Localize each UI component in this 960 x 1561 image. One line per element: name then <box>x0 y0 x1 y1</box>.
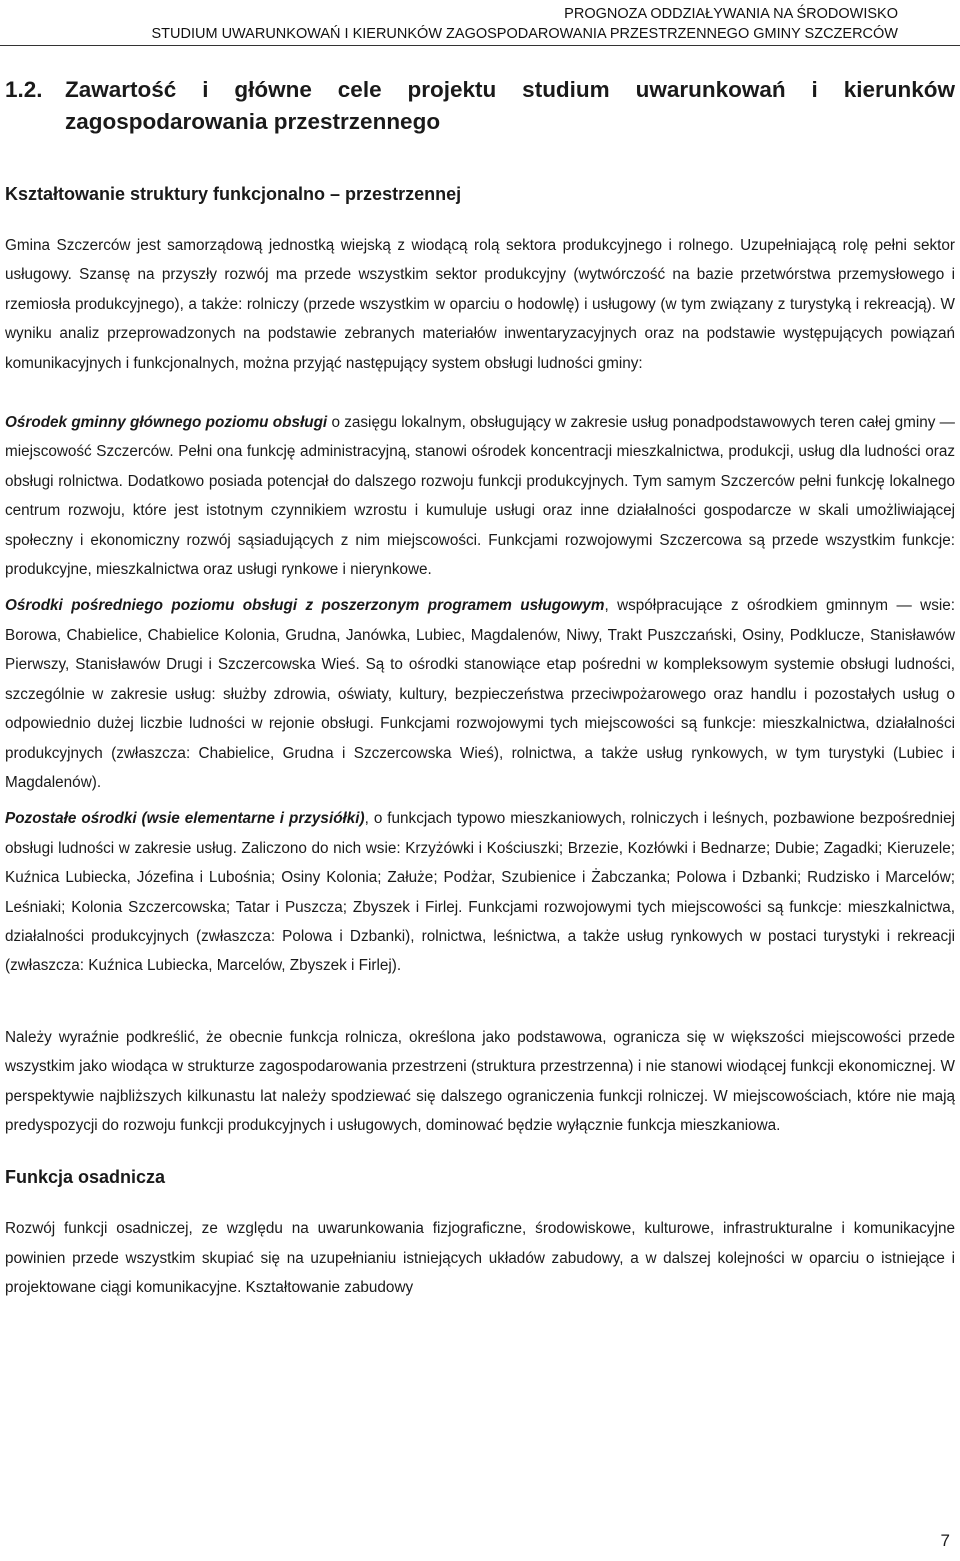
page-header <box>0 0 960 44</box>
header-line-1: PROGNOZA ODDZIAŁYWANIA NA ŚRODOWISKO <box>564 6 898 22</box>
paragraph-other-centers <box>5 804 955 980</box>
paragraph-settlement: Rozwój funkcji osadniczej, ze względu na uwarunkowania fizjograficzne, środowiskowe, kulturowe, infrastrukturalne i komunikacyjne powinien przede wszystkim skupiać się na uzupełnianiu istniejących układów zabudowy, a w dalszej kolejności w oparciu o istniejące i projektowane ciągi komunikacyjne. Kształtowanie zabudowy <box>5 1220 955 1297</box>
paragraph-text: o zasięgu lokalnym, obsługujący w zakresie usług ponadpodstawowych teren całej gminy — miejscowość Szczerców. Pełni ona funkcję administracyjną, stanowi ośrodek koncentracji mieszkalnictwa, produkcji, usług dla ludności oraz obsługi rolnictwa. Dodatkowo posiada potencjał do dalszego rozwoju funkcji produkcyjnych. Tym samym Szczerców pełni funkcję lokalnego centrum rozwoju, które jest istotnym czynnikiem wzrostu i kumuluje usługi oraz inne działalności gospodarcze w skali umożliwiającej społeczny i ekonomiczny rozwój sąsiadujących z nim miejscowości. Funkcjami rozwojowymi Szczercowa są przede wszystkim funkcje: produkcyjne, mieszkalnictwa oraz usługi rynkowe i nierynkowe. <box>5 414 955 579</box>
paragraph-intermediate-centers <box>5 591 955 797</box>
page-number: 7 <box>940 1531 950 1550</box>
subheading-settlement: Funkcja osadnicza <box>5 1167 166 1188</box>
paragraph-agriculture: Należy wyraźnie podkreślić, że obecnie funkcja rolnicza, określona jako podstawowa, ogranicza się w większości miejscowości przede wszystkim jako wiodąca w strukturze zagospodarowania przestrzeni (struktura przestrzenna) i nie stanowi wiodącej funkcji ekonomicznej. W perspektywie najbliższych kilkunastu lat należy spodziewać się dalszego ograniczenia funkcji rolniczej. W miejscowościach, które nie mają predyspozycji do rozwoju funkcji produkcyjnych i usługowych, dominować będzie wyłącznie funkcja mieszkaniowa. <box>5 1028 955 1134</box>
paragraph-lead: Ośrodki pośredniego poziomu obsługi z poszerzonym programem usługowym <box>5 597 605 615</box>
section-heading <box>5 74 955 138</box>
paragraph-main-center <box>5 408 955 584</box>
paragraph-lead: Pozostałe ośrodki (wsie elementarne i przysiółki) <box>5 810 365 828</box>
header-divider <box>0 45 960 46</box>
document-body <box>5 74 955 1303</box>
paragraph-text: , współpracujące z ośrodkiem gminnym — wsie: Borowa, Chabielice, Chabielice Kolonia, Grudna, Janówka, Lubiec, Magdalenów, Niwy, Trakt Puszczański, Osiny, Podklucze, Stanisławów Pierwszy, Stanisławów Drugi i Szczercowska Wieś. Są to ośrodki stanowiące etap pośredni w kompleksowym systemie obsługi ludności, szczególnie w zakresie usług: służby zdrowia, oświaty, kultury, bezpieczeństwa przeciwpożarowego oraz handlu i pozostałych usług o odpowiednio dużej liczbie ludności w rejonie obsługi. Funkcjami rozwojowymi tych miejscowości są funkcje: mieszkalnictwa, działalności produkcyjnych (zwłaszcza: Chabielice, Grudna i Szczercowska Wieś), rolnictwa, a także usług rynkowych, w tym turystyki (Lubiec i Magdalenów). <box>5 597 956 791</box>
subheading-structure: Kształtowanie struktury funkcjonalno – przestrzennej <box>5 184 462 204</box>
section-title: Zawartość i główne cele projektu studium uwarunkowań i kierunków zagospodarowania przestrzennego <box>65 77 955 134</box>
paragraph-lead: Ośrodek gminny głównego poziomu obsługi <box>5 414 328 432</box>
paragraph-text: , o funkcjach typowo mieszkaniowych, rolniczych i leśnych, pozbawione bezpośredniej obsługi ludności w zakresie usług. Zaliczono do nich wsie: Krzyżówki i Kościuszki; Brzezie, Kozłówki i Bednarze; Dubie; Zagadki; Kieruzele; Kuźnica Lubiecka, Józefina i Lubośnia; Osiny Kolonia; Załuże; Podżar, Szubienice i Żabczanka; Polowa i Dzbanki; Rudzisko i Marcelów; Leśniaki; Kolonia Szczercowska; Tatar i Puszcza; Zbyszek i Firlej. Funkcjami rozwojowymi tych miejscowości są funkcje: mieszkalnictwa, działalności produkcyjnych (zwłaszcza: Polowa i Dzbanki), rolnictwa, leśnictwa, a także usług rynkowych w postaci turystyki i rekreacji (zwłaszcza: Kuźnica Lubiecka, Marcelów, Zbyszek i Firlej). <box>5 810 955 975</box>
section-number: 1.2. <box>5 77 43 102</box>
header-line-2: STUDIUM UWARUNKOWAŃ I KIERUNKÓW ZAGOSPODAROWANIA PRZESTRZENNEGO GMINY SZCZERCÓW <box>151 26 898 42</box>
paragraph-intro: Gmina Szczerców jest samorządową jednostką wiejską z wiodącą rolą sektora produkcyjnego i rolnego. Uzupełniającą rolę pełni sektor usługowy. Szansę na przyszły rozwój ma przede wszystkim sektor produkcyjny (wytwórczość na bazie przetwórstwa przemysłowego i rzemiosła produkcyjnego), a także: rolniczy (przede wszystkim w oparciu o hodowlę) i usługowy (w tym związany z turystyką i rekreacją). W wyniku analiz przeprowadzonych na podstawie zebranych materiałów inwentaryzacyjnych oraz na podstawie występujących powiązań komunikacyjnych i funkcjonalnych, można przyjąć następujący system obsługi ludności gminy: <box>5 237 955 372</box>
